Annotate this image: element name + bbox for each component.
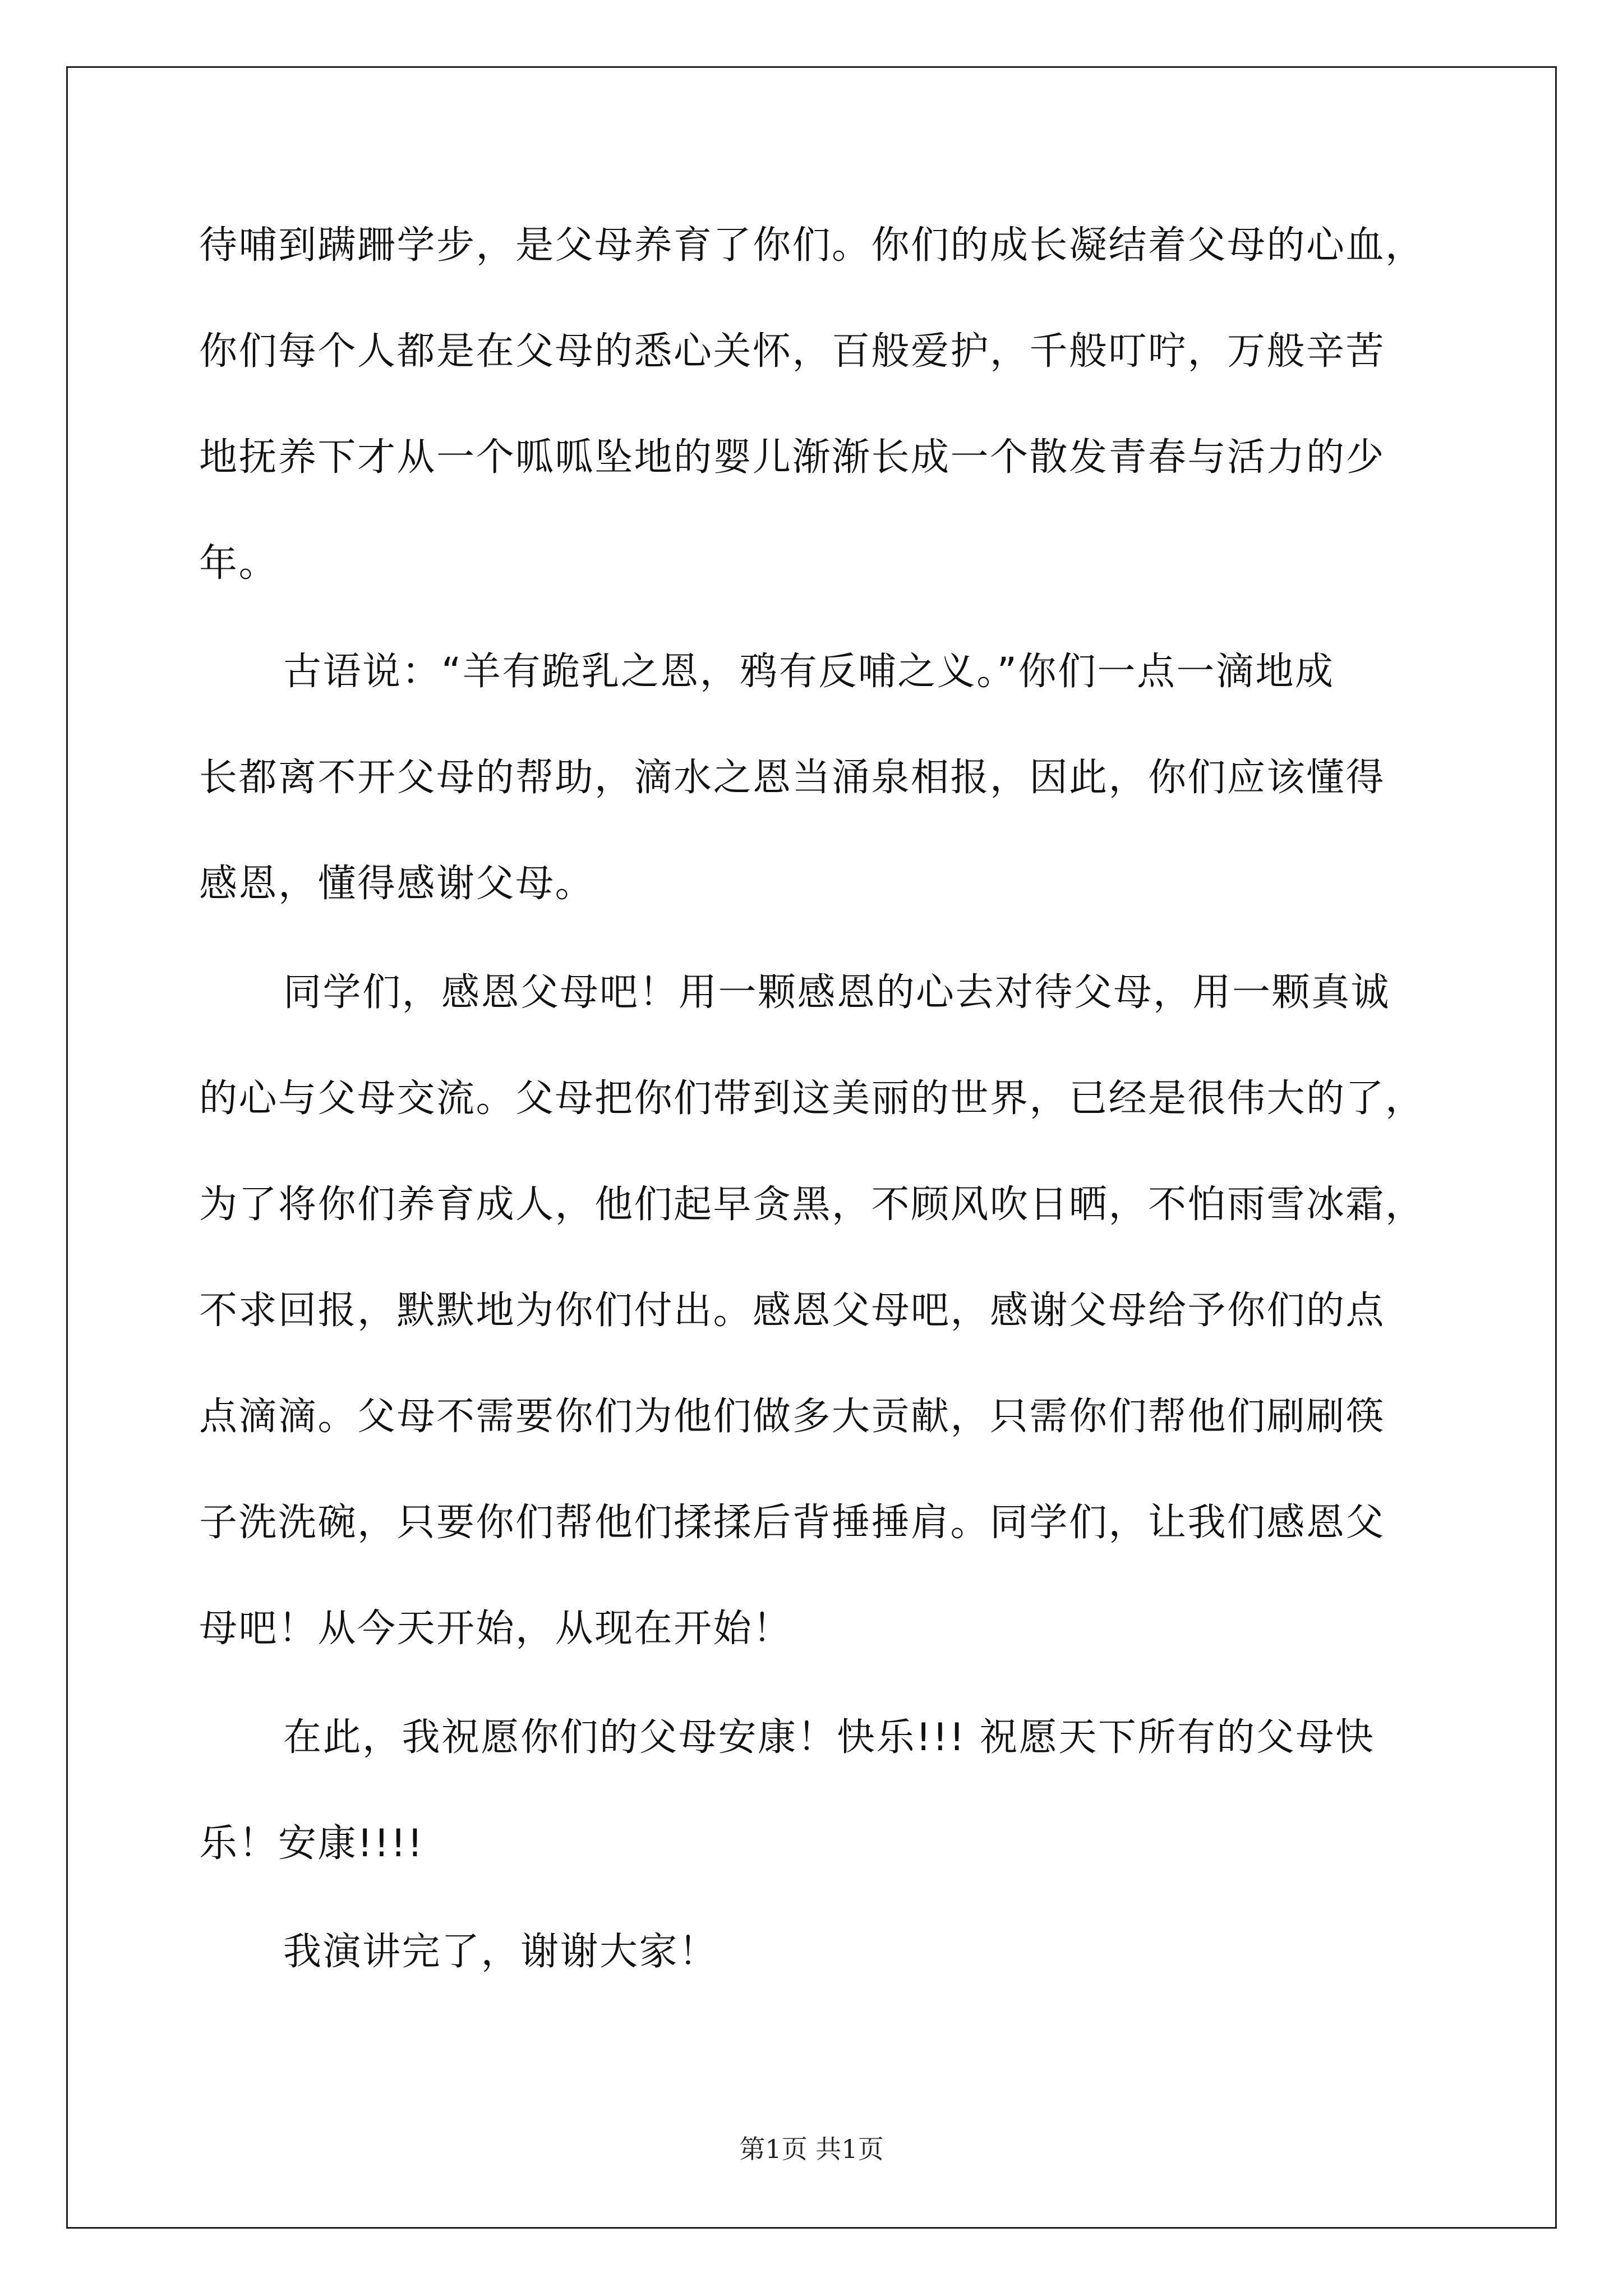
text-line-8: 同学们，感恩父母吧！用一颗感恩的心去对待父母，用一颗真诚 (283, 970, 1391, 1015)
text-line-5: 古语说：“羊有跪乳之恩，鸦有反哺之义。”你们一点一滴地成 (283, 650, 1335, 694)
text-line-1: 待哺到蹒跚学步，是父母养育了你们。你们的成长凝结着父母的心血， (199, 223, 1425, 268)
text-line-3: 地抚养下才从一个呱呱坠地的婴儿渐渐长成一个散发青春与活力的少 (199, 435, 1386, 480)
text-line-7: 感恩，懂得感谢父母。 (199, 862, 595, 906)
text-line-12: 点滴滴。父母不需要你们为他们做多大贡献，只需你们帮他们刷刷筷 (199, 1395, 1386, 1439)
text-line-11: 不求回报，默默地为你们付出。感恩父母吧，感谢父母给予你们的点 (199, 1289, 1386, 1333)
text-line-16: 乐！安康!!!! (199, 1821, 425, 1866)
text-line-13: 子洗洗碗，只要你们帮他们揉揉后背捶捶肩。同学们，让我们感恩父 (199, 1501, 1386, 1545)
text-line-9: 的心与父母交流。父母把你们带到这美丽的世界，已经是很伟大的了， (199, 1076, 1425, 1121)
text-line-4: 年。 (199, 541, 279, 586)
text-line-10: 为了将你们养育成人，他们起早贪黑，不顾风吹日晒，不怕雨雪冰霜， (199, 1182, 1425, 1227)
text-line-17: 我演讲完了，谢谢大家！ (283, 1930, 718, 1974)
text-line-2: 你们每个人都是在父母的悉心关怀，百般爱护，千般叮咛，万般辛苦 (199, 329, 1386, 374)
page-frame (66, 66, 1557, 2229)
text-line-6: 长都离不开父母的帮助，滴水之恩当涌泉相报，因此，你们应该懂得 (199, 756, 1386, 800)
page-footer: 第1页 共1页 (739, 2134, 884, 2164)
text-line-15: 在此，我祝愿你们的父母安康！快乐!!! 祝愿天下所有的父母快 (283, 1715, 1375, 1760)
text-line-14: 母吧！从今天开始，从现在开始！ (199, 1607, 792, 1651)
